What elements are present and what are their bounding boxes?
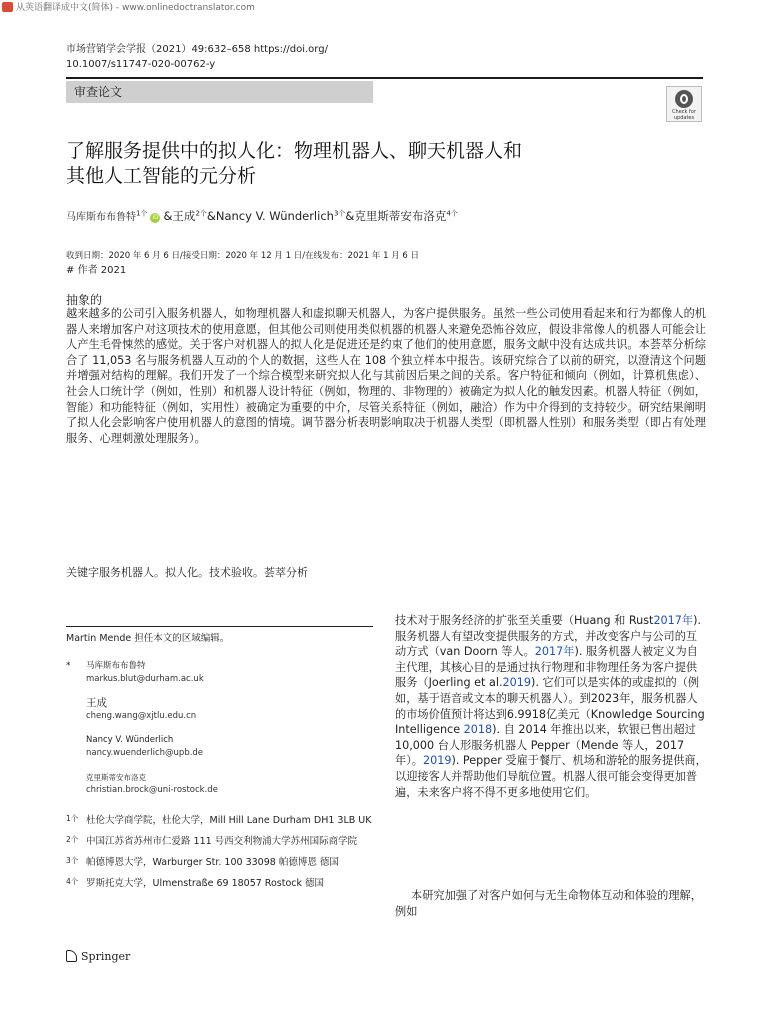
crossmark-icon: [675, 90, 693, 108]
translator-logo-icon: [2, 2, 13, 12]
article-title: [66, 139, 586, 189]
abstract-heading: 抽象的: [66, 293, 103, 307]
contact-entry: [66, 771, 376, 797]
contact-name: Nancy V. Wünderlich: [86, 735, 174, 745]
citation-link[interactable]: 2018: [463, 723, 493, 737]
intro-text-part: ). 服务机器人有望改变提供服务的方式，并改变客户与公司的互动方式（van Doorn 等人。: [395, 614, 702, 659]
translator-banner: [0, 0, 255, 13]
corresponding-authors: [66, 660, 376, 808]
affiliation-entry: [66, 856, 376, 869]
affiliation-entry: [66, 835, 376, 848]
corresponding-mark: *: [66, 661, 71, 671]
abstract-body: 越来越多的公司引入服务机器人，如物理机器人和虚拟聊天机器人，为客户提供服务。虽然一些公司使用看起来和行为都像人的机器人来增加客户对这项技术的使用意愿，但其他公司则使用类似机器的机器人来避免恐怖谷效应，假设非常像人的机器人可能会让人产生毛骨悚然的感觉。关于客户对机器人的拟人化是促进还是约束了他们的使用意愿，服务文献中没有达成共识。本荟萃分析综合了 11,053 名与服务机器人互动的个人的数据，这些人在 108 个独立样本中报告。该研究综合了以前的研究，以澄清这个问题并增强对结构的理解。我们开发了一个综合模型来研究拟人化与其前因后果之间的关系。客户特征和倾向（例如，计算机焦虑）、社会人口统计学（例如，性别）和机器人设计特征（例如，物理的、非物理的）被确定为拟人化的触发因素。机器人特征（例如，智能）和功能特征（例如，实用性）被确定为重要的中介，尽管关系特征（例如，融洽）作为中介得到的支持较少。研究结果阐明了拟人化会影响客户使用机器人的意图的情境。调节器分析表明影响取决于机器人类型（即机器人性别）和服务类型（即占有处理服务、心理刺激处理服务）。: [66, 307, 706, 445]
translator-banner-text: 从英语翻译成中文(简体) - www.onlinedoctranslator.com: [16, 3, 255, 13]
journal-citation: [66, 42, 328, 72]
affiliation-mark: 4个: [66, 877, 79, 886]
affiliations: [66, 814, 376, 898]
affiliation-text: 罗斯托克大学，Ulmenstraße 69 18057 Rostock 德国: [86, 878, 325, 889]
citation-link[interactable]: 2019: [422, 754, 452, 768]
author-1-affil: 1个: [136, 209, 148, 218]
article-dates: 收到日期：2020 年 6 月 6 日/接受日期：2020 年 12 月 1 日/在线发布：2021 年 1 月 6 日: [66, 251, 420, 261]
affiliation-mark: 2个: [66, 835, 79, 844]
affiliation-text: 杜伦大学商学院，杜伦大学，Mill Hill Lane Durham DH1 3LB UK: [86, 815, 372, 826]
contact-entry: [66, 734, 376, 760]
intro-text-part: ). Pepper 受雇于餐厅、机场和游轮的服务提供商，以迎接客人并帮助他们导航位置。机器人很可能会变得更加普遍，未来客户将不得不更多地使用它们。: [395, 754, 707, 799]
contact-entry: [66, 697, 376, 723]
title-line-2: 其他人工智能的元分析: [66, 165, 257, 187]
contact-name: 马库斯布布鲁特: [86, 661, 146, 671]
intro-paragraph: [395, 613, 707, 800]
contact-entry: [66, 660, 376, 686]
citation-link[interactable]: 2017年: [534, 645, 575, 659]
section-tag: 审查论文: [66, 81, 373, 103]
copyright-text: 作者 2021: [77, 265, 127, 276]
author-3-affil: 3个: [333, 209, 346, 218]
author-4: &克里斯蒂安布洛克: [345, 209, 447, 223]
affiliation-text: 帕德博恩大学，Warburger Str. 100 33098 帕德博恩 德国: [86, 857, 339, 868]
publisher-logo: [66, 950, 130, 963]
journal-line-2: 10.1007/s11747-020-00762-y: [66, 59, 216, 70]
author-2-affil: 2个: [195, 209, 207, 218]
affiliation-text: 中国江苏省苏州市仁爱路 111 号西交利物浦大学苏州国际商学院: [86, 836, 358, 847]
intro-text-part: 技术对于服务经济的扩张至关重要（Huang 和 Rust: [395, 614, 654, 627]
affiliation-mark: 3个: [66, 856, 79, 865]
author-2: &王成: [163, 209, 196, 223]
author-1: 马库斯布布鲁特: [66, 212, 136, 223]
author-4-affil: 4个: [446, 209, 458, 218]
editor-note: Martin Mende 担任本文的区域编辑。: [66, 633, 230, 644]
publisher-name: Springer: [81, 950, 131, 963]
intro-text-part: ). 自 2014 年推出以来，软银已售出超过 10,000 台人形服务机器人 Pepper（Mende 等人，2017 年）。: [395, 723, 696, 768]
intro-text-part: ). 服务机器人被定义为自主代理，其核心目的是通过执行物理和非物理任务为客户提供服务（Joerling et al.: [395, 645, 698, 690]
contact-name: 克里斯蒂安布洛克: [86, 773, 146, 782]
author-3: &Nancy V. Wünderlich: [206, 209, 334, 223]
crossmark-label-1: Check for: [672, 109, 696, 115]
author-list: [66, 208, 458, 224]
title-line-1: 了解服务提供中的拟人化：物理机器人、聊天机器人和: [66, 140, 523, 162]
contact-email-link[interactable]: cheng.wang@xjtlu.edu.cn: [86, 711, 197, 721]
citation-link[interactable]: 2019: [502, 676, 531, 690]
crossmark-label-2: updates: [673, 115, 695, 121]
journal-line-1: 市场营销学会学报（2021）49:632–658 https://doi.org/: [66, 44, 328, 55]
affiliation-entry: [66, 877, 376, 890]
contact-email-link[interactable]: christian.brock@uni-rostock.de: [86, 785, 218, 795]
copyright-line: [66, 261, 126, 276]
contact-email-link[interactable]: markus.blut@durham.ac.uk: [86, 674, 204, 684]
contact-email-link[interactable]: nancy.wuenderlich@upb.de: [86, 748, 204, 758]
check-for-updates-badge[interactable]: [666, 86, 702, 122]
second-paragraph: 本研究加强了对客户如何与无生命物体互动和体验的理解，例如: [395, 889, 702, 918]
citation-link[interactable]: 2017年: [653, 614, 694, 627]
affiliation-mark: 1个: [66, 814, 79, 823]
contact-name: 王成: [86, 697, 107, 709]
copyright-symbol: #: [66, 265, 75, 276]
intro-text-part: ). 它们可以是实体的或虚拟的（例如，基于语音或文本的聊天机器人）。到2023年，服务机器人的市场价值预计将达到6.9918亿美元（Knowledge Sourcing Intelligence: [395, 676, 705, 737]
footnote-rule: [66, 626, 373, 627]
springer-horse-icon: [66, 950, 77, 962]
keywords: 关键字服务机器人。拟人化。技术验收。荟萃分析: [66, 566, 308, 579]
affiliation-entry: [66, 814, 376, 827]
header-rule: [66, 77, 703, 79]
orcid-icon[interactable]: iD: [152, 214, 159, 221]
